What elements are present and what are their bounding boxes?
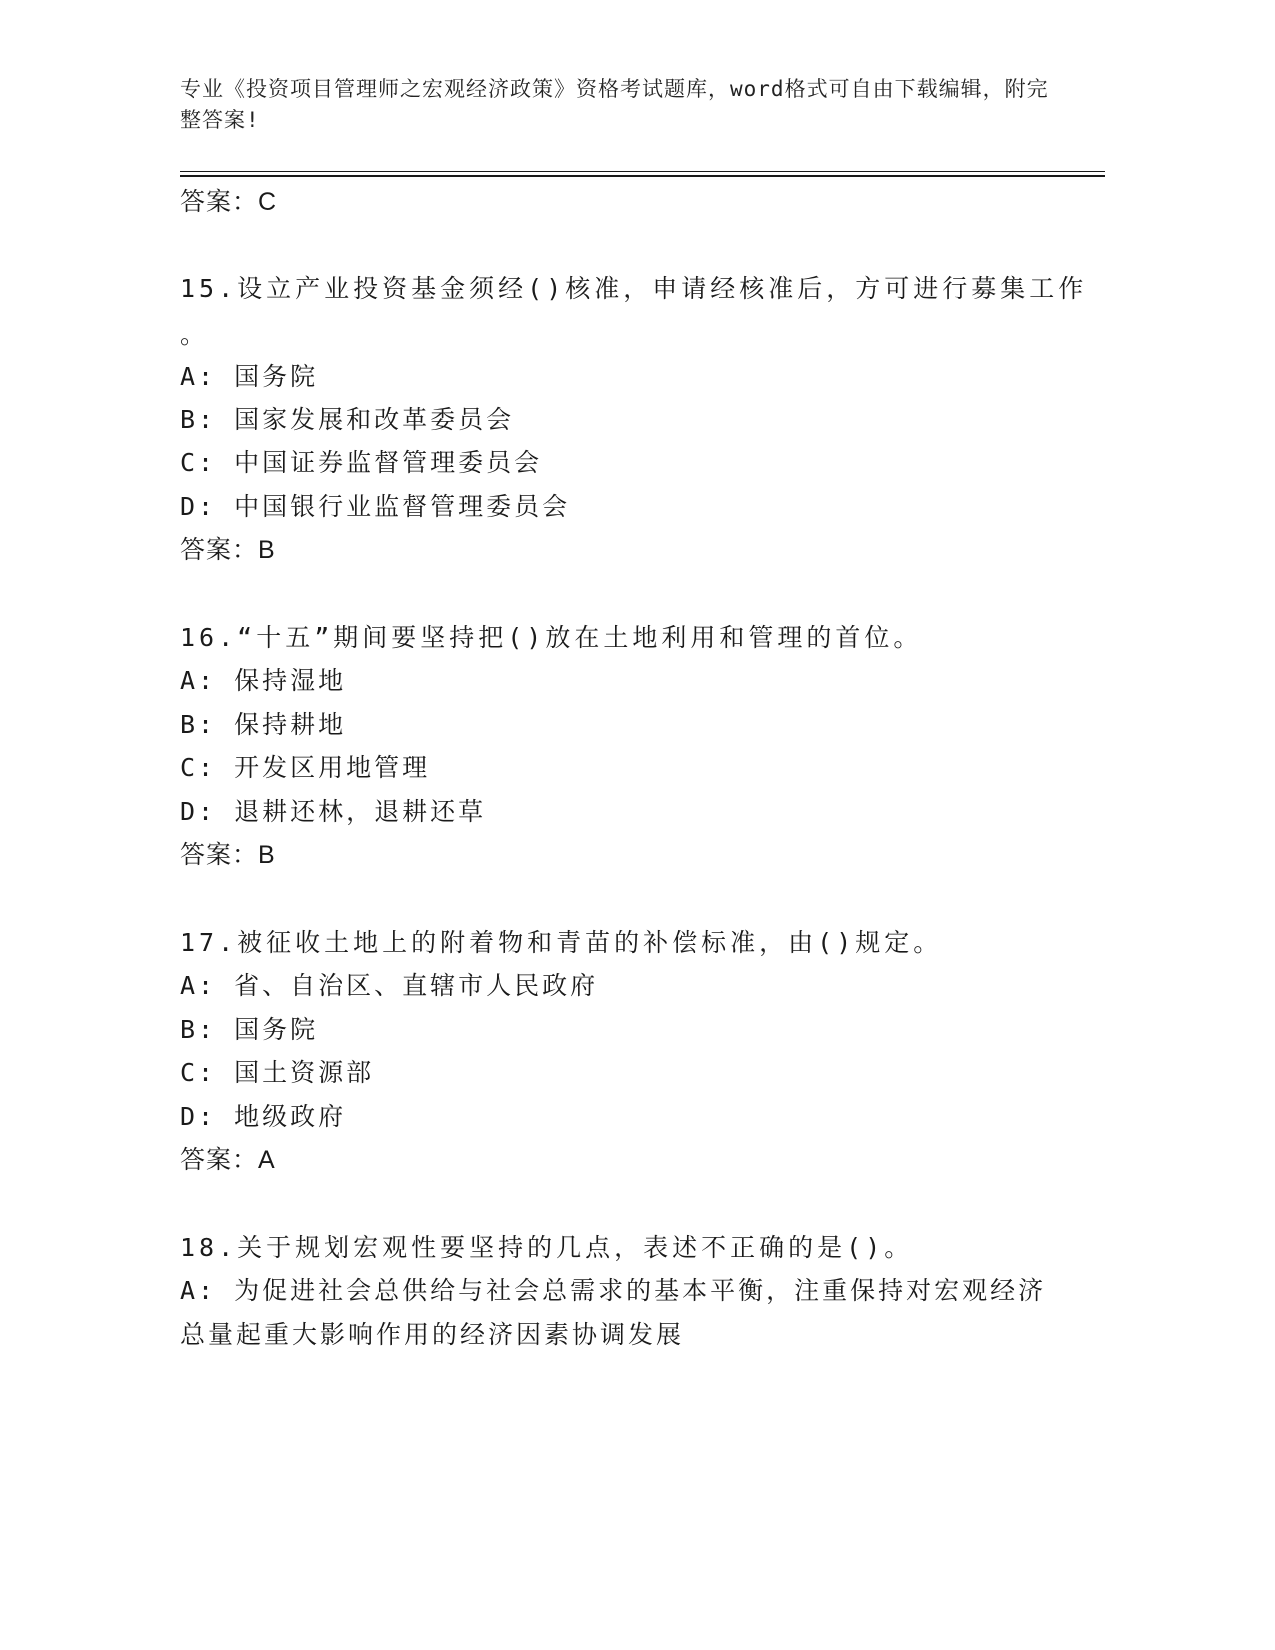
- document-header: 专业《投资项目管理师之宏观经济政策》资格考试题库，word格式可自由下载编辑，附完整答案!: [180, 77, 1049, 132]
- question-18-option-a-cont: 总量起重大影响作用的经济因素协调发展: [180, 1320, 685, 1349]
- question-16-option-b: B: 保持耕地: [180, 710, 347, 739]
- question-15-text: 15.设立产业投资基金须经()核准，申请经核准后，方可进行募集工作: [180, 274, 1088, 303]
- question-15-option-c: C: 中国证券监督管理委员会: [180, 448, 543, 477]
- question-16-option-d: D: 退耕还林，退耕还草: [180, 797, 487, 826]
- question-17-text: 17.被征收土地上的附着物和青苗的补偿标准，由()规定。: [180, 928, 943, 957]
- question-16-option-c: C: 开发区用地管理: [180, 753, 431, 782]
- question-15-option-d: D: 中国银行业监督管理委员会: [180, 492, 571, 521]
- question-15-text-cont: 。: [180, 320, 209, 349]
- header-divider-thick: [180, 175, 1105, 177]
- previous-answer: 答案：C: [180, 188, 278, 216]
- question-17-option-c: C: 国土资源部: [180, 1058, 375, 1087]
- question-18-option-a: A: 为促进社会总供给与社会总需求的基本平衡，注重保持对宏观经济: [180, 1276, 1047, 1305]
- question-17-answer: 答案：A: [180, 1146, 276, 1174]
- question-15-answer: 答案：B: [180, 536, 276, 564]
- question-16-answer: 答案：B: [180, 841, 276, 869]
- question-17-option-d: D: 地级政府: [180, 1102, 347, 1131]
- question-16-text: 16.“十五”期间要坚持把()放在土地利用和管理的首位。: [180, 623, 923, 652]
- question-15-option-b: B: 国家发展和改革委员会: [180, 405, 515, 434]
- question-16-option-a: A: 保持湿地: [180, 666, 347, 695]
- question-15-option-a: A: 国务院: [180, 362, 319, 391]
- question-17-option-b: B: 国务院: [180, 1015, 319, 1044]
- header-divider-thin: [180, 171, 1105, 172]
- question-18-text: 18.关于规划宏观性要坚持的几点，表述不正确的是()。: [180, 1233, 914, 1262]
- question-17-option-a: A: 省、自治区、直辖市人民政府: [180, 971, 599, 1000]
